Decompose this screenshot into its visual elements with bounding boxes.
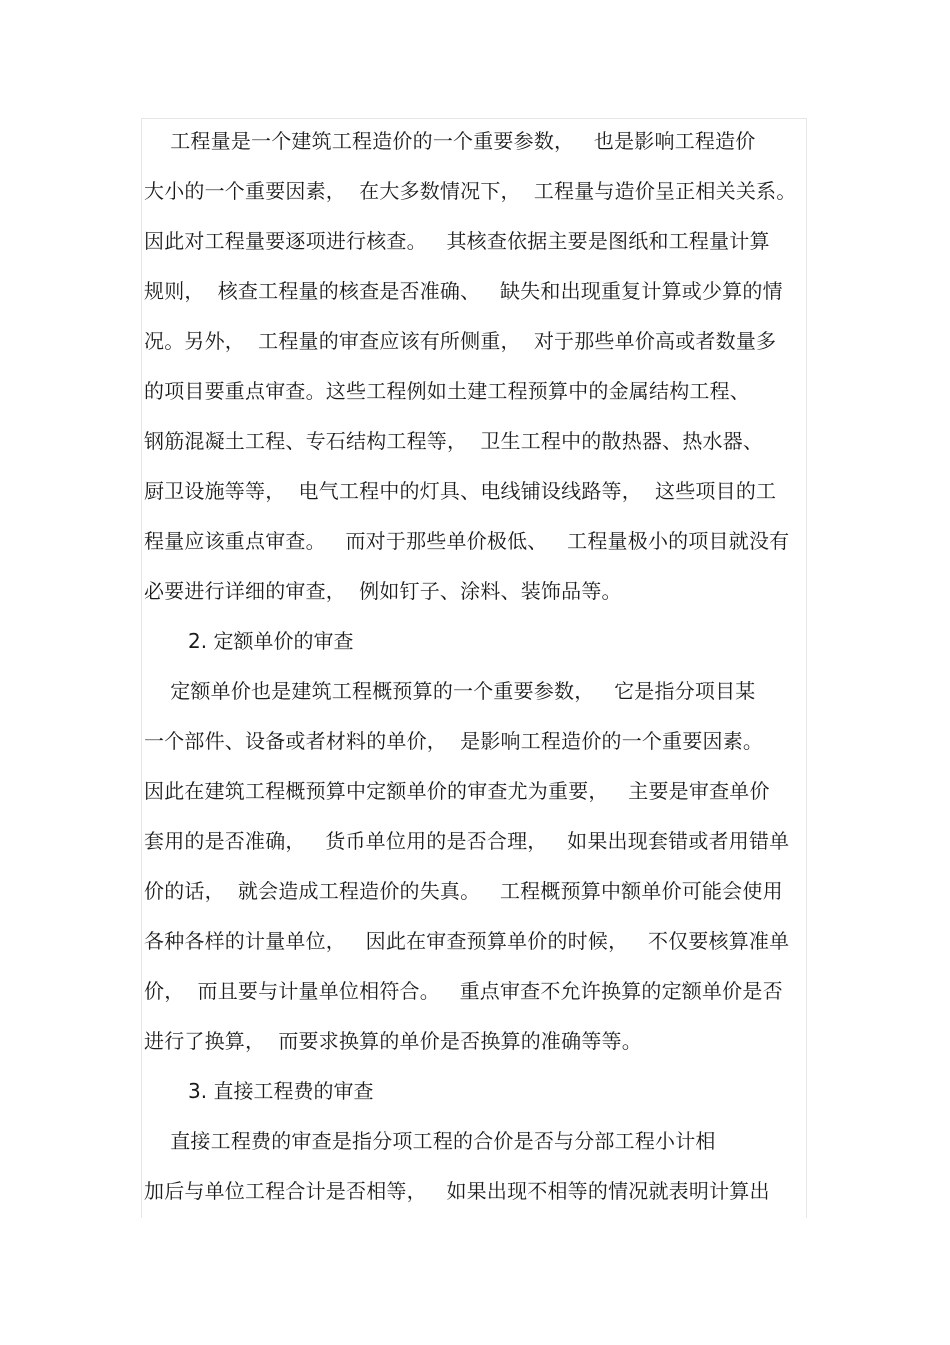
paragraph-line: 一个部件、设备或者材料的单价， 是影响工程造价的一个重要因素。 <box>144 729 764 753</box>
paragraph-line: 加后与单位工程合计是否相等， 如果出现不相等的情况就表明计算出 <box>144 1179 770 1203</box>
document-body <box>144 116 804 1216</box>
section-heading-3: 3. 直接工程费的审查 <box>188 1079 374 1103</box>
paragraph-line: 厨卫设施等等， 电气工程中的灯具、电线铺设线路等， 这些项目的工 <box>144 479 777 503</box>
paragraph-line: 规则， 核查工程量的核查是否准确、 缺失和出现重复计算或少算的情 <box>144 279 783 303</box>
paragraph-line: 定额单价也是建筑工程概预算的一个重要参数， 它是指分项目某 <box>144 679 756 703</box>
paragraph-line: 进行了换算， 而要求换算的单价是否换算的准确等等。 <box>144 1029 642 1053</box>
paragraph-line: 的项目要重点审查。这些工程例如土建工程预算中的金属结构工程、 <box>144 379 750 403</box>
paragraph-line: 各种各样的计量单位， 因此在审查预算单价的时候， 不仅要核算准单 <box>144 929 790 953</box>
paragraph-line: 况。另外， 工程量的审查应该有所侧重， 对于那些单价高或者数量多 <box>144 329 777 353</box>
paragraph-line: 工程量是一个建筑工程造价的一个重要参数， 也是影响工程造价 <box>144 129 756 153</box>
paragraph-line: 钢筋混凝土工程、专石结构工程等， 卫生工程中的散热器、热水器、 <box>144 429 764 453</box>
paragraph-line: 程量应该重点审查。 而对于那些单价极低、 工程量极小的项目就没有 <box>144 529 790 553</box>
paragraph-line: 因此在建筑工程概预算中定额单价的审查尤为重要， 主要是审查单价 <box>144 779 770 803</box>
section-heading-2: 2. 定额单价的审查 <box>188 629 354 653</box>
paragraph-line: 套用的是否准确， 货币单位用的是否合理， 如果出现套错或者用错单 <box>144 829 790 853</box>
paragraph-line: 必要进行详细的审查， 例如钉子、涂料、装饰品等。 <box>144 579 622 603</box>
paragraph-line: 价的话， 就会造成工程造价的失真。 工程概预算中额单价可能会使用 <box>144 879 783 903</box>
paragraph-line: 价， 而且要与计量单位相符合。 重点审查不允许换算的定额单价是否 <box>144 979 783 1003</box>
paragraph-line: 因此对工程量要逐项进行核查。 其核查依据主要是图纸和工程量计算 <box>144 229 770 253</box>
paragraph-line: 大小的一个重要因素， 在大多数情况下， 工程量与造价呈正相关关系。 <box>144 179 797 203</box>
paragraph-line: 直接工程费的审查是指分项工程的合价是否与分部工程小计相 <box>144 1129 716 1153</box>
